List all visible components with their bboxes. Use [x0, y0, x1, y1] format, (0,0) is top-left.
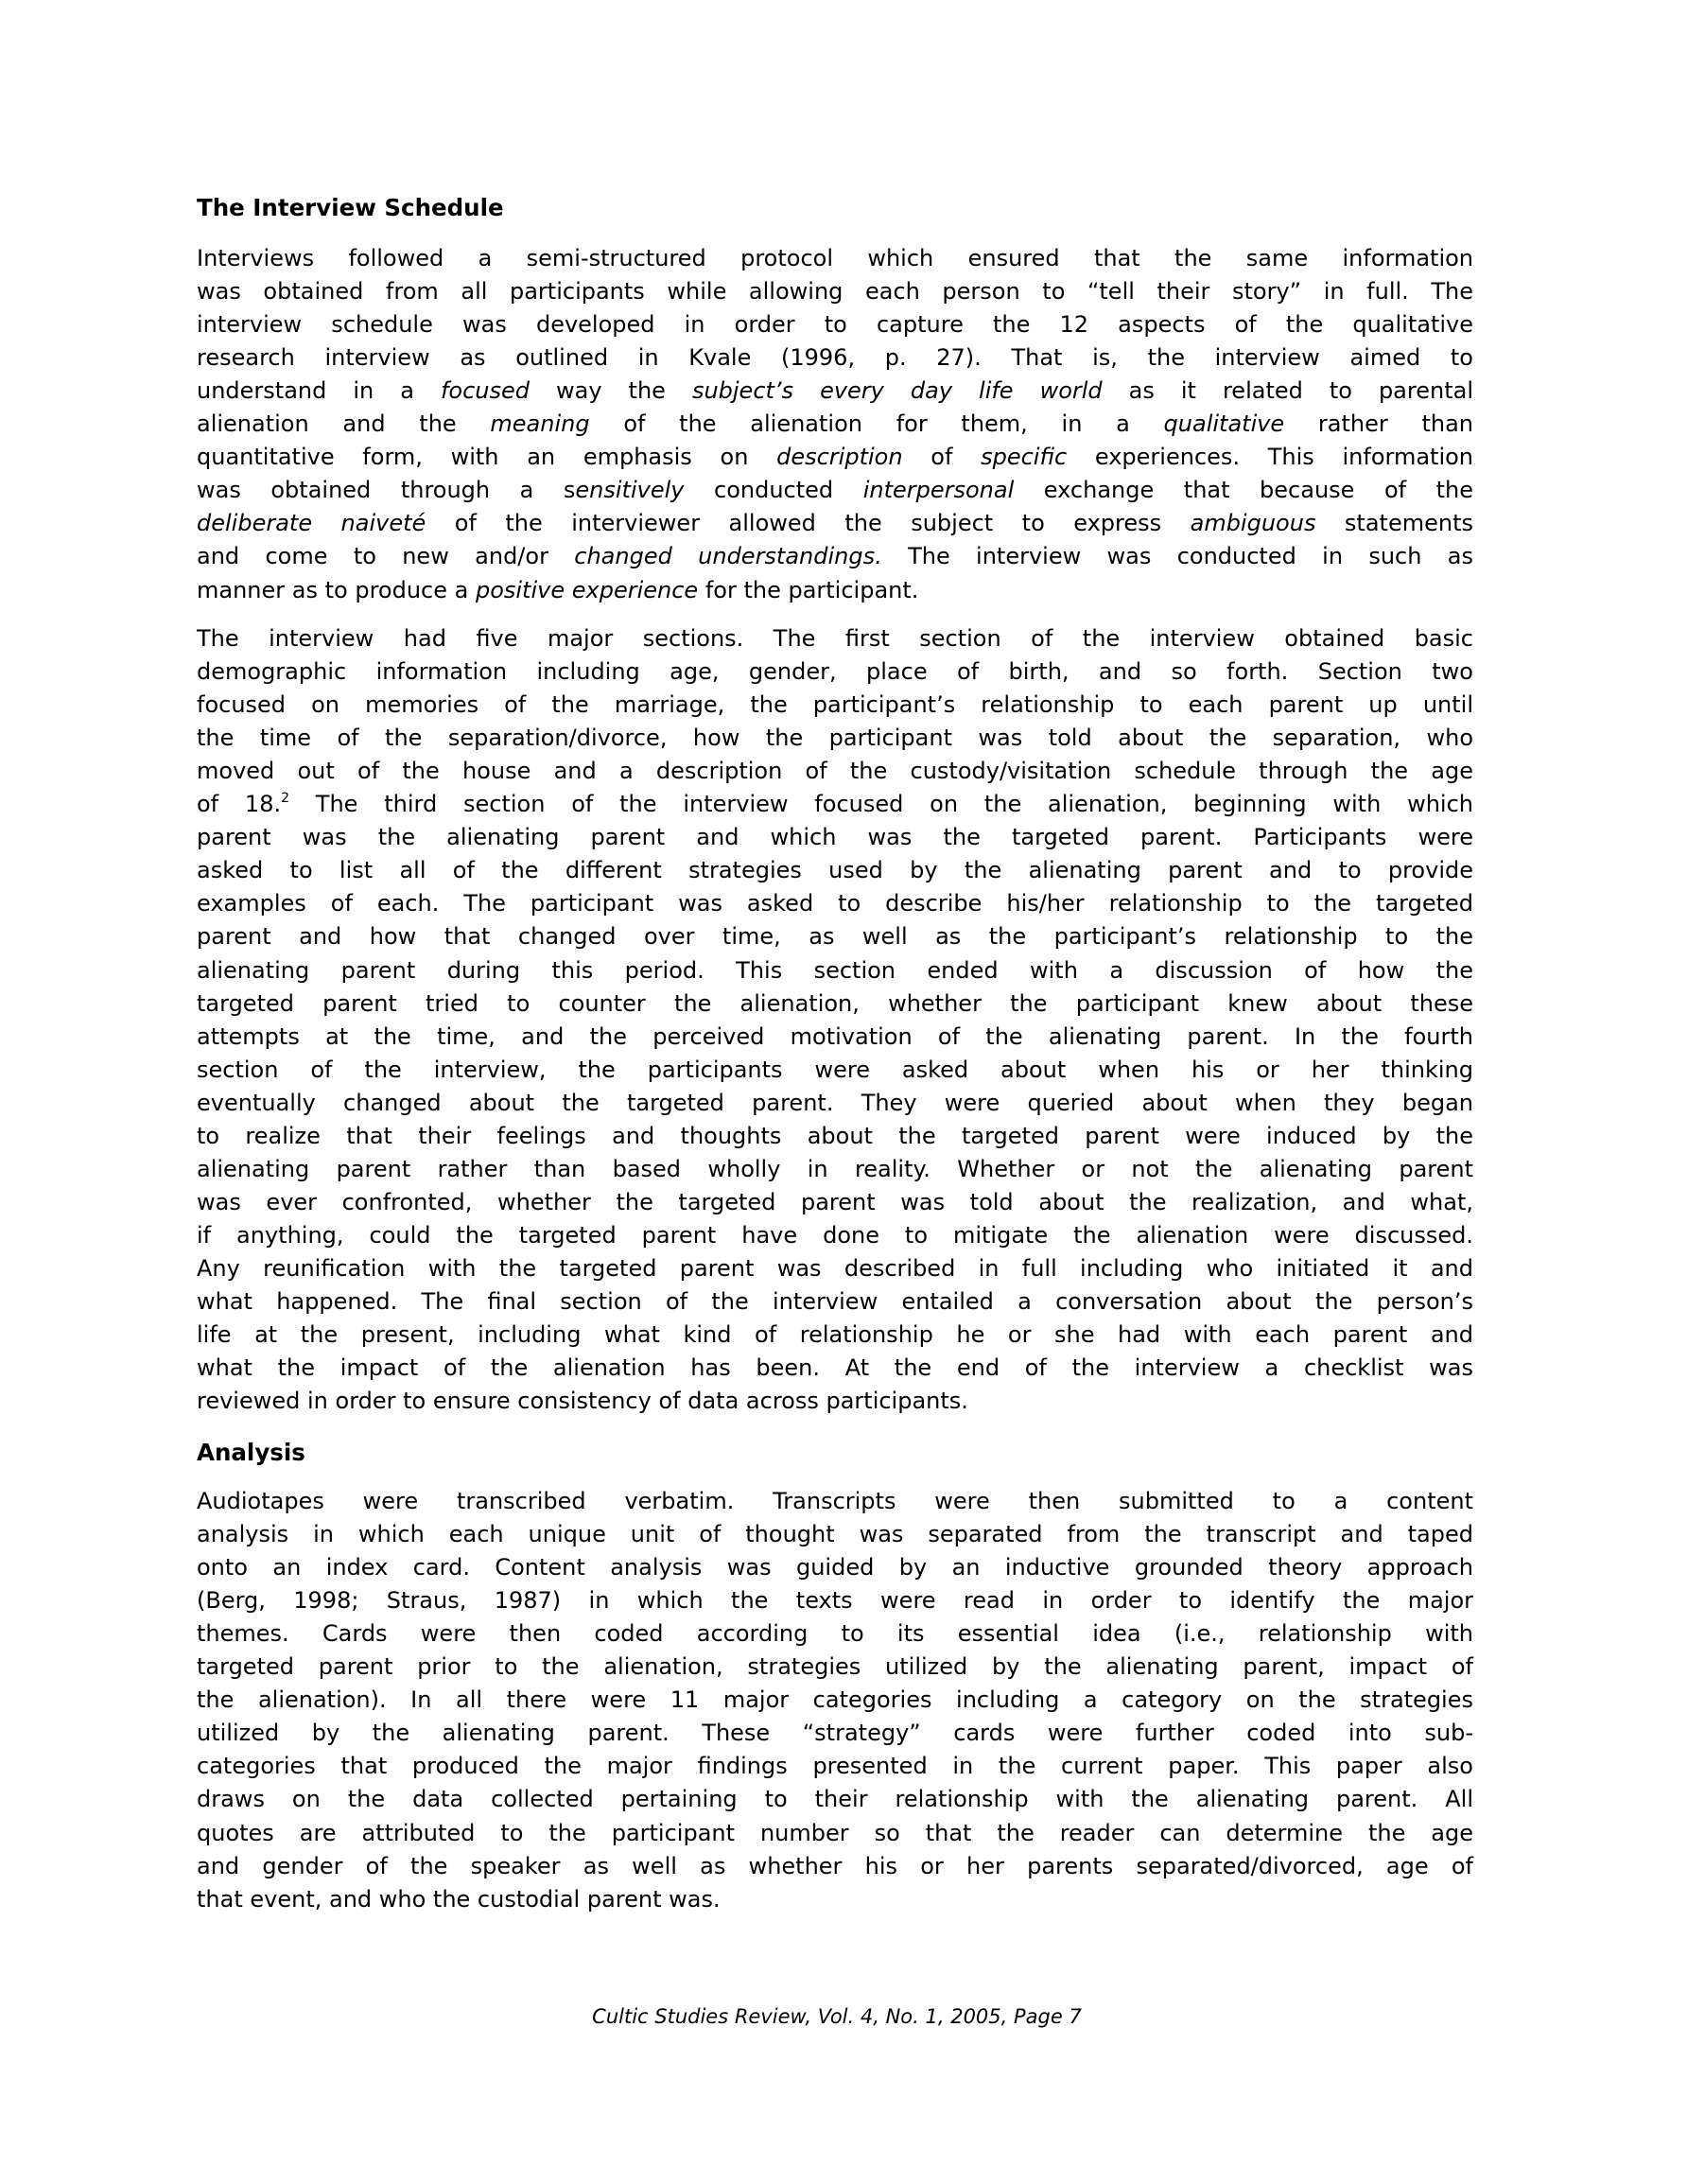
text-line [197, 1320, 1473, 1349]
text-run: examples of each. The participant was asked to describe his/her relationship to the targeted [197, 890, 1473, 917]
text-line [197, 244, 1473, 272]
text-run: life at the present, including what kind of relationship he or she had with each parent and [197, 1321, 1473, 1349]
text-line [197, 624, 1473, 653]
emphasis-text: ensitively [575, 477, 685, 504]
text-line [197, 757, 1473, 785]
text-run: The interview had five major sections. The first section of the interview obtained basic [197, 625, 1473, 652]
text-run: what the impact of the alienation has been. At the end of the interview a checklist was [197, 1354, 1473, 1382]
emphasis-text: description [776, 444, 903, 471]
text-line [197, 1719, 1473, 1747]
text-line [197, 476, 1473, 504]
section-heading-analysis: Analysis [197, 1439, 305, 1466]
text-run: the time of the separation/divorce, how the participant was told about the separation, who [197, 725, 1473, 752]
text-run: Audiotapes were transcribed verbatim. Transcripts were then submitted to a content [197, 1488, 1473, 1514]
text-run: reviewed in order to ensure consistency of data across participants. [197, 1388, 968, 1415]
text-run: for the participant. [698, 576, 919, 603]
text-line [197, 1553, 1473, 1581]
emphasis-text: meaning [490, 411, 590, 438]
text-line [197, 1785, 1473, 1813]
text-line [197, 956, 1473, 985]
text-run: if anything, could the targeted parent have done to mitigate the alienation were discussed. [197, 1221, 1473, 1249]
text-run: analysis in which each unique unit of thought was separated from the transcript and taped [197, 1521, 1473, 1548]
text-line [197, 1885, 1473, 1913]
text-run: was obtained from all participants while allowing each person to “tell their story” in full. The [197, 278, 1473, 306]
emphasis-text: deliberate naiveté [197, 510, 426, 537]
text-line [197, 1619, 1473, 1648]
text-line [197, 1254, 1473, 1283]
text-line [197, 790, 1473, 818]
emphasis-text: ambiguous [1190, 510, 1316, 537]
text-line [197, 724, 1473, 752]
text-line [197, 1586, 1473, 1615]
text-run: manner as to produce a [197, 576, 476, 603]
text-line [197, 1188, 1473, 1216]
text-run: parent was the alienating parent and which was the targeted parent. Participants were [197, 824, 1473, 851]
text-run: research interview as outlined in Kvale (1996, p. 27). That is, the interview aimed to [197, 344, 1473, 372]
text-run: The interview was conducted in such as [881, 543, 1473, 570]
text-line [197, 1221, 1473, 1249]
text-run: Any reunification with the targeted parent was described in full including who initiated it and [197, 1254, 1473, 1282]
text-run: asked to list all of the different strategies used by the alienating parent and to provide [197, 857, 1473, 884]
emphasis-text: changed understandings. [574, 543, 882, 570]
text-run: focused on memories of the marriage, the participant’s relationship to each parent up until [197, 691, 1473, 719]
text-run: rather than [1284, 411, 1474, 438]
text-line [197, 690, 1473, 719]
text-run: and gender of the speaker as well as whether his or her parents separated/divorced, age of [197, 1852, 1473, 1879]
text-run: and come to new and/or [197, 543, 575, 570]
emphasis-text: specific [981, 444, 1068, 471]
text-line [197, 277, 1473, 306]
text-run: categories that produced the major findings presented in the current paper. This paper also [197, 1753, 1473, 1780]
emphasis-text: qualitative [1163, 411, 1285, 438]
text-line [197, 1287, 1473, 1316]
text-line [197, 1686, 1473, 1714]
text-run: exchange that because of the [1014, 477, 1474, 504]
text-run: quantitative form, with an emphasis on [197, 444, 777, 471]
text-run: utilized by the alienating parent. These “strategy” cards were further coded into sub- [197, 1720, 1473, 1747]
text-line [197, 509, 1473, 537]
text-line [197, 1652, 1473, 1681]
text-line [197, 922, 1473, 951]
text-run: experiences. This information [1067, 444, 1474, 471]
text-line [197, 576, 1473, 604]
text-run: Interviews followed a semi-structured protocol which ensured that the same information [197, 245, 1473, 271]
text-line [197, 1354, 1473, 1382]
text-run: quotes are attributed to the participant number so that the reader can determine the age [197, 1819, 1473, 1846]
text-line [197, 989, 1473, 1018]
text-line [197, 1852, 1473, 1880]
text-line [197, 1089, 1473, 1117]
text-line [197, 1022, 1473, 1051]
text-run: eventually changed about the targeted parent. They were queried about when they began [197, 1089, 1473, 1116]
text-line [197, 657, 1473, 686]
text-run: conducted [684, 477, 863, 504]
text-run: section of the interview, the participants were asked about when his or her thinking [197, 1056, 1473, 1083]
text-line [197, 542, 1473, 570]
footer-citation: Cultic Studies Review, Vol. 4, No. 1, 2005, Page 7 [592, 2005, 1082, 2028]
text-line [197, 376, 1473, 405]
text-run: alienation and the [197, 411, 491, 438]
section-heading-interview-schedule: The Interview Schedule [197, 194, 504, 221]
text-run: interview schedule was developed in order to capture the 12 aspects of the qualitative [197, 311, 1473, 339]
text-run: The third section of the interview focused on the alienation, beginning with which [289, 791, 1473, 818]
text-line [197, 1387, 1473, 1415]
text-run: way the [530, 377, 692, 405]
text-run: themes. Cards were then coded according to its essential idea (i.e., relationship with [197, 1620, 1473, 1648]
text-run: of [902, 444, 982, 471]
text-run: that event, and who the custodial parent was. [197, 1885, 721, 1913]
text-run: of the interviewer allowed the subject to express [426, 510, 1191, 537]
text-run: alienating parent rather than based wholly in reality. Whether or not the alienating parent [197, 1155, 1473, 1182]
text-run: was obtained through a s [197, 477, 576, 504]
text-line [197, 889, 1473, 917]
text-line [197, 1752, 1473, 1780]
text-run: draws on the data collected pertaining to their relationship with the alienating parent. All [197, 1786, 1473, 1813]
text-run: alienating parent during this period. This section ended with a discussion of how the [197, 956, 1473, 984]
text-run: onto an index card. Content analysis was guided by an inductive grounded theory approach [197, 1554, 1473, 1581]
text-run: of the alienation for them, in a [589, 411, 1164, 438]
text-line [197, 1487, 1473, 1515]
text-line [197, 1520, 1473, 1548]
text-run: was ever confronted, whether the targeted parent was told about the realization, and what, [197, 1188, 1473, 1215]
text-run: the alienation). In all there were 11 major categories including a category on the strategies [197, 1686, 1473, 1714]
emphasis-text: focused [440, 377, 530, 405]
text-run: parent and how that changed over time, as well as the participant’s relationship to the [197, 923, 1473, 951]
text-line [197, 1056, 1473, 1084]
text-run: statements [1315, 510, 1473, 537]
text-line [197, 1819, 1473, 1847]
text-line [197, 410, 1473, 438]
text-run: targeted parent tried to counter the alienation, whether the participant knew about these [197, 989, 1473, 1017]
text-line [197, 443, 1473, 471]
text-run: of 18. [197, 791, 282, 818]
text-run: as it related to parental [1102, 377, 1473, 405]
text-line [197, 823, 1473, 851]
text-line [197, 310, 1473, 339]
text-run: attempts at the time, and the perceived motivation of the alienating parent. In the fourth [197, 1022, 1473, 1050]
emphasis-text: interpersonal [862, 477, 1015, 504]
emphasis-text: subject’s every day life world [691, 377, 1103, 405]
text-run: targeted parent prior to the alienation, strategies utilized by the alienating parent, impact of [197, 1653, 1473, 1681]
text-run: what happened. The final section of the interview entailed a conversation about the person’s [197, 1288, 1473, 1315]
emphasis-text: positive experience [475, 576, 699, 603]
text-run: to realize that their feelings and thoughts about the targeted parent were induced by the [197, 1122, 1473, 1149]
text-run: understand in a [197, 377, 441, 405]
text-run: (Berg, 1998; Straus, 1987) in which the texts were read in order to identify the major [197, 1587, 1473, 1615]
page-footer [0, 2004, 1687, 2029]
footnote-marker: 2 [281, 791, 290, 807]
text-line [197, 1155, 1473, 1183]
text-run: moved out of the house and a description of the custody/visitation schedule through the age [197, 758, 1473, 785]
text-line [197, 856, 1473, 884]
text-line [197, 1122, 1473, 1150]
text-line [197, 343, 1473, 372]
text-run: demographic information including age, gender, place of birth, and so forth. Section two [197, 658, 1473, 686]
